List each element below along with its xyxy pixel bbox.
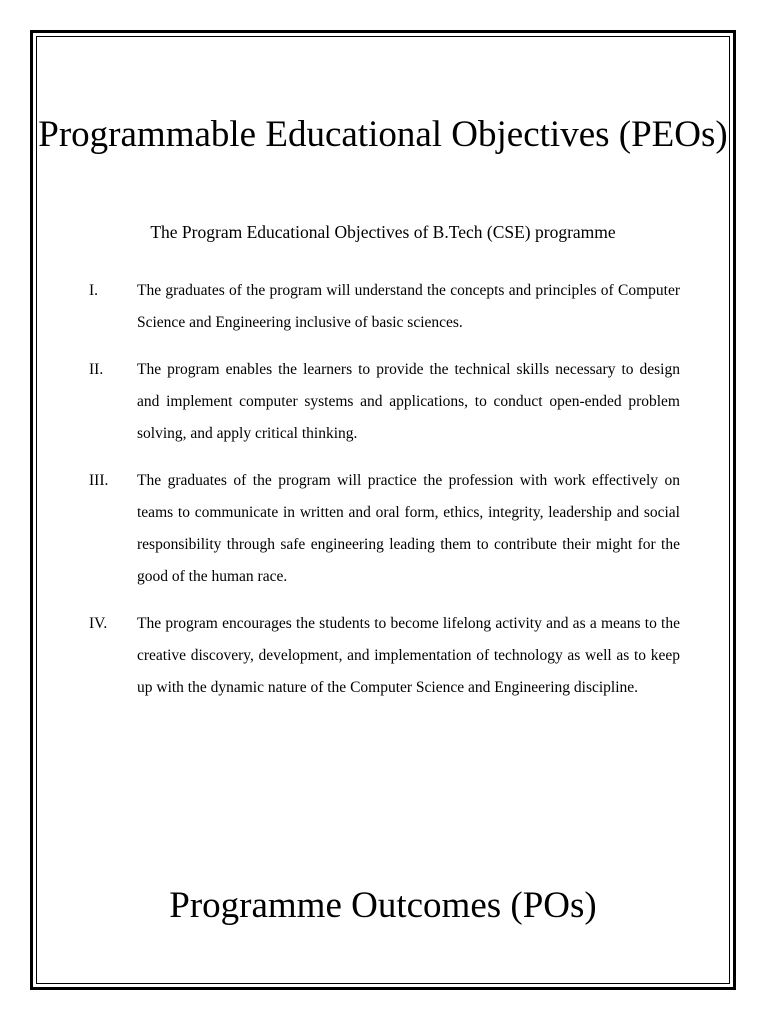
objective-item-1 [89,275,680,339]
objective-text: The graduates of the program will understand the concepts and principles of Computer Science and Engineering inclusive of basic sciences. [137,282,680,331]
section-heading-programme-outcomes: Programme Outcomes (POs) [169,885,597,926]
page-title: Programmable Educational Objectives (PEOs) [38,114,728,155]
objective-text: The program encourages the students to become lifelong activity and as a means to the creative discovery, development, and implementation of technology as well as to keep up with the dynamic nature of the Computer Science and Engineering discipline. [137,615,680,696]
objective-numeral: II. [89,361,104,378]
objective-numeral: IV. [89,615,108,632]
objective-text: The program enables the learners to provide the technical skills necessary to design and implement computer systems and applications, to conduct open-ended problem solving, and apply critical thinking. [137,361,680,442]
page-subtitle: The Program Educational Objectives of B.Tech (CSE) programme [150,222,616,242]
objectives-list [89,275,680,719]
objective-numeral: I. [89,282,99,299]
objective-numeral: III. [89,472,109,489]
objective-item-3 [89,465,680,593]
objective-item-4 [89,608,680,704]
objective-item-2 [89,354,680,450]
objective-text: The graduates of the program will practice the profession with work effectively on teams to communicate in written and oral form, ethics, integrity, leadership and social responsibility through safe engineering leading them to contribute their might for the good of the human race. [137,472,680,585]
